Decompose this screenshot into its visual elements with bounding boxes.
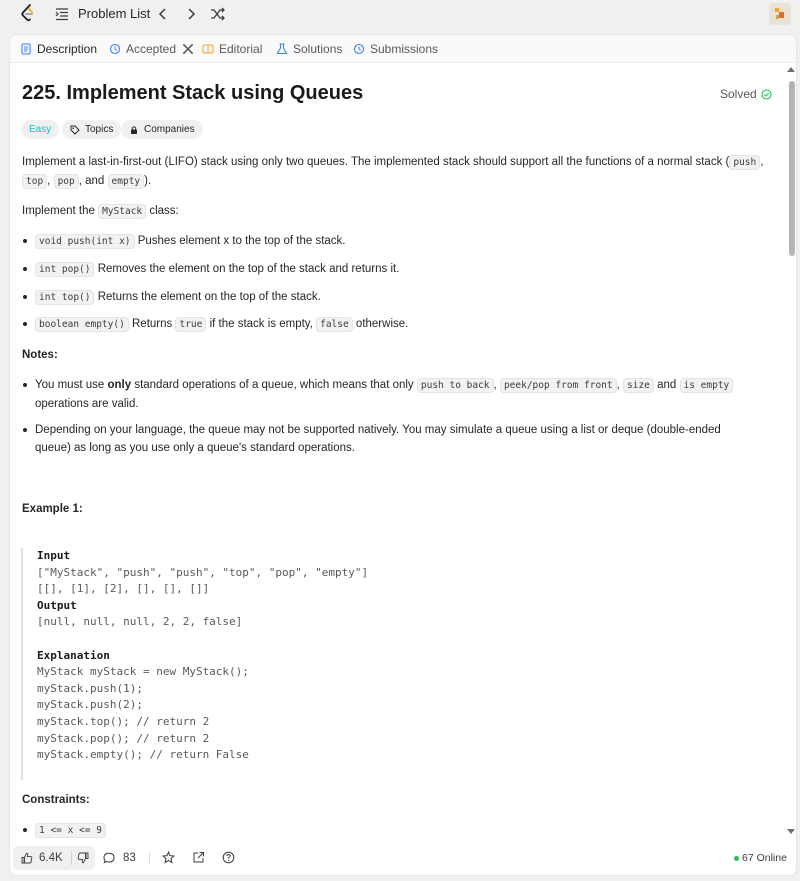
list-item bbox=[22, 232, 742, 251]
list-item bbox=[22, 260, 742, 279]
solved-status bbox=[720, 87, 772, 101]
example-heading-text: Example 1: bbox=[22, 503, 83, 515]
code-push: push bbox=[729, 155, 760, 170]
method-code: boolean empty() bbox=[35, 317, 129, 332]
note1-sep: , bbox=[616, 379, 620, 391]
thumbs-up-icon[interactable] bbox=[21, 852, 33, 864]
intro-text: Implement a last-in-first-out (LIFO) stack using only two queues. The implemented stack should support all the functions of a normal stack ( bbox=[22, 156, 730, 168]
code-peek-pop: peek/pop from front bbox=[500, 378, 617, 393]
tab-submissions[interactable] bbox=[353, 41, 438, 57]
document-icon bbox=[20, 43, 32, 55]
problem-list-icon[interactable] bbox=[54, 6, 70, 22]
tag-icon bbox=[70, 125, 80, 135]
like-dislike-group bbox=[13, 846, 95, 870]
problem-intro bbox=[22, 153, 774, 191]
example-line: myStack.empty(); // return False bbox=[37, 748, 249, 762]
companies-label: Companies bbox=[144, 124, 195, 135]
like-count[interactable]: 6.4K bbox=[39, 852, 63, 864]
intro-comma: , bbox=[760, 156, 764, 168]
method-code: int top() bbox=[35, 290, 94, 305]
tab-accepted-label: Accepted bbox=[126, 42, 177, 56]
code-size: size bbox=[623, 378, 654, 393]
flask-icon bbox=[276, 43, 288, 55]
example-heading bbox=[22, 500, 83, 518]
thumbs-down-icon[interactable] bbox=[77, 852, 89, 864]
constraints-heading bbox=[22, 791, 90, 809]
example-line: myStack.push(2); bbox=[37, 698, 143, 712]
online-dot bbox=[734, 856, 739, 861]
leetcode-logo-icon[interactable] bbox=[18, 3, 38, 23]
description-content bbox=[10, 65, 786, 839]
code-pop: pop bbox=[54, 174, 79, 189]
example-line: myStack.top(); // return 2 bbox=[37, 714, 210, 728]
example-line: Explanation bbox=[37, 648, 110, 662]
tab-editorial-label: Editorial bbox=[219, 42, 263, 56]
example-line: Input bbox=[37, 549, 71, 562]
problem-panel bbox=[9, 34, 797, 876]
solved-label: Solved bbox=[720, 87, 757, 101]
tab-accepted[interactable] bbox=[109, 41, 199, 57]
method-text: Returns the element on the top of the stack. bbox=[97, 291, 321, 303]
divider bbox=[149, 853, 150, 865]
example-line: myStack.push(1); bbox=[37, 681, 143, 695]
code-mystack: MyStack bbox=[98, 204, 146, 219]
tab-editorial[interactable] bbox=[202, 41, 262, 57]
top-nav bbox=[0, 0, 800, 28]
list-item bbox=[22, 315, 742, 334]
method-text: Removes the element on the top of the stack and returns it. bbox=[97, 263, 400, 275]
divider bbox=[71, 851, 72, 865]
user-avatar[interactable] bbox=[769, 3, 791, 25]
code-is-empty: is empty bbox=[680, 378, 734, 393]
method-code: void push(int x) bbox=[35, 234, 135, 249]
m4-returns: Returns bbox=[132, 318, 173, 330]
example-line: [null, null, null, 2, 2, false] bbox=[37, 615, 243, 629]
example-block bbox=[21, 548, 421, 780]
note1-end: operations are valid. bbox=[35, 398, 139, 410]
code-empty: empty bbox=[108, 174, 145, 189]
share-icon[interactable] bbox=[192, 851, 205, 864]
code-true: true bbox=[175, 317, 206, 332]
intro-comma: , bbox=[47, 175, 51, 187]
method-text: Pushes element x to the top of the stack. bbox=[137, 235, 346, 247]
example-line: ["MyStack", "push", "push", "top", "pop", "empty"] bbox=[37, 565, 369, 579]
method-code: int pop() bbox=[35, 262, 94, 277]
constraints-heading-text: Constraints: bbox=[22, 794, 90, 806]
topics-button[interactable] bbox=[62, 120, 121, 139]
intro-end: ). bbox=[144, 175, 152, 187]
history-icon bbox=[353, 43, 365, 55]
close-icon[interactable] bbox=[182, 43, 194, 55]
tab-solutions-label: Solutions bbox=[293, 42, 343, 56]
scroll-up-arrow[interactable] bbox=[787, 67, 795, 72]
page-title: 225. Implement Stack using Queues bbox=[22, 82, 364, 104]
note1-and: and bbox=[657, 379, 677, 391]
note1-only: only bbox=[107, 379, 132, 391]
tab-description[interactable] bbox=[20, 41, 97, 57]
list-item bbox=[22, 288, 742, 307]
online-count: 67 Online bbox=[742, 852, 787, 864]
shuffle-icon[interactable] bbox=[209, 5, 227, 23]
note2: Depending on your language, the queue may not be supported natively. You may simulate a queue using a list or deque (double-ended queue) as long as you use only a queue's standard operations. bbox=[35, 424, 721, 454]
m4-end: otherwise. bbox=[355, 318, 409, 330]
implement-line bbox=[22, 202, 179, 221]
example-line: MyStack myStack = new MyStack(); bbox=[37, 665, 249, 679]
tab-submissions-label: Submissions bbox=[370, 42, 439, 56]
tab-solutions[interactable] bbox=[276, 41, 342, 57]
problem-list-link[interactable]: Problem List bbox=[78, 6, 151, 21]
code-push-to-back: push to back bbox=[417, 378, 494, 393]
difficulty-badge[interactable]: Easy bbox=[21, 120, 59, 139]
example-line: Output bbox=[37, 598, 77, 612]
note1-a: You must use bbox=[35, 379, 105, 391]
avatar-image-icon bbox=[769, 3, 791, 25]
topics-label: Topics bbox=[85, 124, 114, 135]
history-icon bbox=[109, 43, 121, 55]
lock-icon bbox=[129, 125, 139, 135]
m4-mid: if the stack is empty, bbox=[209, 318, 313, 330]
note1-sep: , bbox=[493, 379, 497, 391]
code-false: false bbox=[316, 317, 353, 332]
intro-and: , and bbox=[78, 175, 105, 187]
companies-button[interactable] bbox=[121, 120, 203, 139]
tab-bar bbox=[10, 35, 796, 63]
bottom-action-bar bbox=[10, 841, 796, 875]
tab-description-label: Description bbox=[37, 42, 98, 56]
chevron-right-icon[interactable] bbox=[183, 5, 199, 23]
notes-heading-text: Notes: bbox=[22, 349, 58, 361]
online-indicator bbox=[734, 852, 787, 864]
comment-count[interactable]: 83 bbox=[123, 852, 136, 864]
scrollbar-thumb[interactable] bbox=[789, 81, 795, 256]
star-icon[interactable] bbox=[162, 851, 175, 864]
notes-heading bbox=[22, 346, 58, 364]
constraint-code: 1 <= x <= 9 bbox=[35, 823, 106, 838]
example-line: [[], [1], [2], [], [], []] bbox=[37, 582, 210, 596]
list-item bbox=[22, 821, 742, 839]
check-circle-icon bbox=[761, 89, 772, 100]
impl-pre: Implement the bbox=[22, 205, 95, 217]
note1-b: standard operations of a queue, which means that only bbox=[134, 379, 414, 391]
list-item bbox=[22, 421, 742, 457]
code-top: top bbox=[22, 174, 47, 189]
chevron-left-icon[interactable] bbox=[155, 5, 171, 23]
example-line bbox=[37, 631, 421, 648]
help-icon[interactable] bbox=[222, 851, 235, 864]
list-item bbox=[22, 376, 742, 413]
comment-icon[interactable] bbox=[103, 852, 115, 864]
example-line: myStack.pop(); // return 2 bbox=[37, 731, 210, 745]
scroll-down-arrow[interactable] bbox=[787, 829, 795, 834]
book-icon bbox=[202, 43, 214, 55]
impl-post: class: bbox=[149, 205, 179, 217]
